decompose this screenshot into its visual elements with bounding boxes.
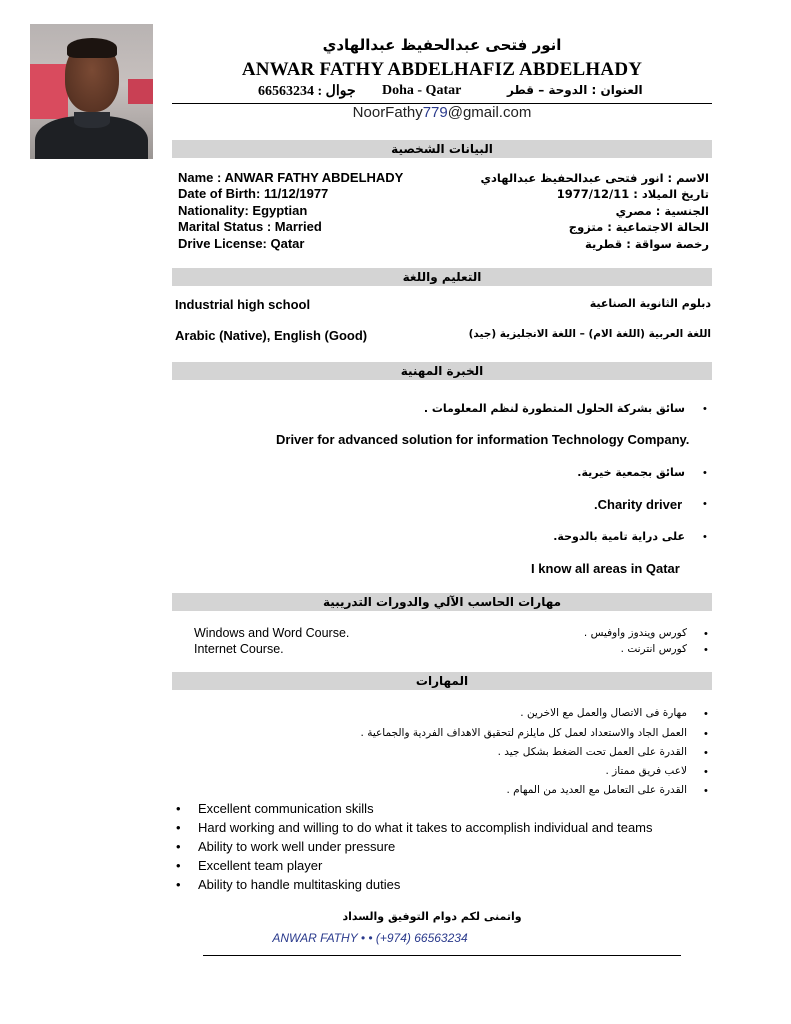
bullet-icon: • (704, 785, 708, 797)
bullet-icon: • (703, 498, 707, 510)
job1-arabic: سائق بشركة الحلول المتطورة لنظم المعلومات . (423, 402, 685, 415)
contact-line (172, 83, 712, 101)
job2-arabic: سائق بجمعية خيرية. (577, 466, 685, 479)
job1-english: Driver for advanced solution for information Technology Company. (276, 432, 690, 447)
personal-license: Drive License: Qatar (178, 236, 305, 251)
location-english: Doha - Qatar (382, 83, 462, 98)
skill-multitask: • Ability to handle multitasking duties (176, 877, 401, 892)
course-windows-ar: كورس ويندوز واوفيس . (583, 627, 687, 639)
bullet-icon: • (703, 531, 707, 543)
skill-hardwork: • Hard working and willing to do what it takes to accomplish individual and teams (176, 820, 653, 835)
bullet-icon: • (176, 801, 181, 816)
skill-ar-team: لاعب فريق ممتاز . (605, 765, 687, 777)
section-computer-skills: مهارات الحاسب الآلي والدورات التدريبية (172, 593, 712, 611)
bullet-icon: • (704, 708, 708, 720)
skill-ar-hardwork: العمل الجاد والاستعداد لعمل كل مايلزم لتحقيق الاهداف الفردية والجماعية . (360, 727, 687, 739)
mobile-number: جوال : 66563234 (258, 84, 356, 99)
bullet-icon: • (704, 644, 708, 656)
signature-line: ANWAR FATHY • • (+974) 66563234 (272, 931, 468, 945)
skill-team: • Excellent team player (176, 858, 323, 873)
skill-ar-multitask: القدرة على التعامل مع العديد من المهام . (506, 784, 687, 796)
skill-ar-communication: مهارة فى الاتصال والعمل مع الاخرين . (520, 707, 687, 719)
language-skills-ar: اللغة العربية (اللغة الام) – اللغة الانجليزية (جيد) (468, 328, 711, 340)
personal-marital: Marital Status : Married (178, 219, 322, 234)
bullet-icon: • (176, 877, 181, 892)
education-school: Industrial high school (175, 297, 311, 312)
skill-pressure: • Ability to work well under pressure (176, 839, 396, 854)
profile-photo (30, 24, 153, 159)
section-experience: الخبرة المهنية (172, 362, 712, 380)
bullet-icon: • (176, 858, 181, 873)
bullet-icon: • (704, 747, 708, 759)
personal-dob-ar: تاريخ الميلاد : 1977/12/11 (556, 187, 709, 201)
personal-dob: Date of Birth: 11/12/1977 (178, 186, 329, 201)
personal-marital-ar: الحالة الاجتماعية : متزوج (568, 220, 709, 234)
course-internet-ar: كورس انترنت . (620, 643, 687, 655)
footer-divider (203, 955, 681, 956)
section-skills: المهارات (172, 672, 712, 690)
bullet-icon: • (703, 403, 707, 415)
address-arabic: العنوان : الدوحة – قطر (507, 83, 643, 97)
personal-name-ar: الاسم : انور فتحى عبدالحفيظ عبدالهادي (480, 171, 709, 185)
bullet-icon: • (704, 728, 708, 740)
personal-name: Name : ANWAR FATHY ABDELHADY (178, 170, 404, 185)
personal-license-ar: رخصة سواقة : قطرية (585, 237, 709, 251)
email-address: NoorFathy779@gmail.com (352, 104, 532, 121)
skill-ar-pressure: القدرة على العمل تحت الضغط بشكل جيد . (497, 746, 687, 758)
course-windows: Windows and Word Course. (194, 626, 350, 640)
bullet-icon: • (176, 820, 181, 835)
area-knowledge-english: I know all areas in Qatar (531, 561, 680, 576)
bullet-icon: • (176, 839, 181, 854)
skill-communication: • Excellent communication skills (176, 801, 374, 816)
area-knowledge-arabic: على دراية تامية بالدوحة. (553, 530, 685, 543)
job2-english: .Charity driver (594, 497, 683, 512)
closing-wish: واتمنى لكم دوام التوفيق والسداد (342, 910, 522, 923)
name-arabic: انور فتحى عبدالحفيظ عبدالهادي (322, 36, 562, 54)
bullet-icon: • (704, 766, 708, 778)
education-school-ar: دبلوم الثانوية الصناعية (589, 297, 711, 310)
section-personal-data: البيانات الشخصية (172, 140, 712, 158)
section-education: التعليم واللغة (172, 268, 712, 286)
language-skills: Arabic (Native), English (Good) (175, 328, 368, 343)
personal-nationality-ar: الجنسية : مصري (615, 204, 709, 218)
personal-nationality: Nationality: Egyptian (178, 203, 308, 218)
bullet-icon: • (704, 628, 708, 640)
bullet-icon: • (703, 467, 707, 479)
name-english: ANWAR FATHY ABDELHAFIZ ABDELHADY (241, 59, 643, 80)
course-internet: Internet Course. (194, 642, 284, 656)
